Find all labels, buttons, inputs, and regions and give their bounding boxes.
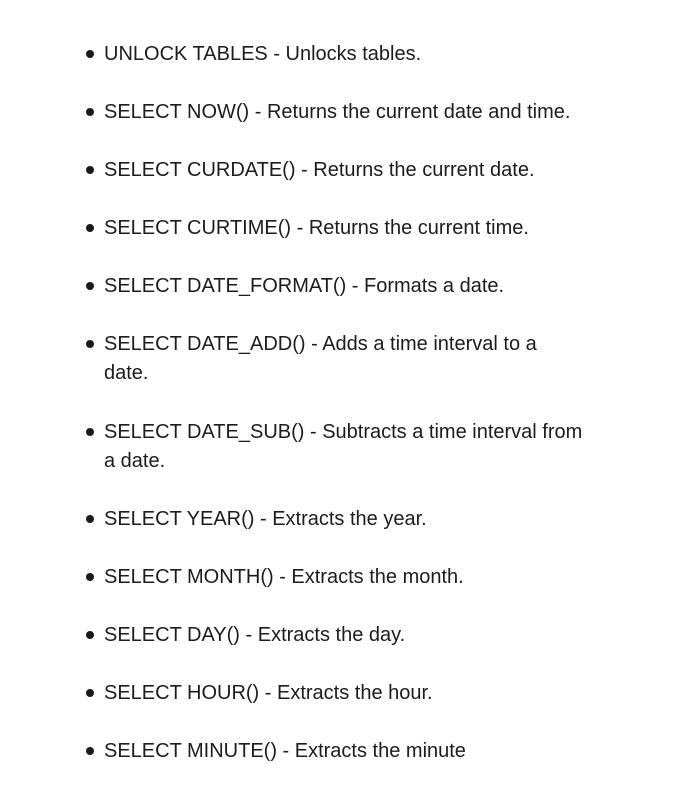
list-item xyxy=(86,98,626,127)
list-item-text: SELECT CURTIME() - Returns the current time. xyxy=(104,217,529,239)
bullet-icon xyxy=(86,108,94,116)
list-item-text: SELECT MINUTE() - Extracts the minute xyxy=(104,740,466,762)
bullet-icon xyxy=(86,631,94,639)
bullet-icon xyxy=(86,340,94,348)
list-item-text: SELECT CURDATE() - Returns the current date. xyxy=(104,159,535,181)
bullet-icon xyxy=(86,573,94,581)
list-item-text: SELECT YEAR() - Extracts the year. xyxy=(104,508,427,530)
list-item-text: SELECT DATE_SUB() - Subtracts a time interval from a date. xyxy=(104,421,583,472)
list-item-text: SELECT DAY() - Extracts the day. xyxy=(104,624,406,646)
bullet-icon xyxy=(86,224,94,232)
list-item xyxy=(86,418,586,476)
list-item xyxy=(86,40,626,69)
bullet-icon xyxy=(86,50,94,58)
list-item-text: SELECT MONTH() - Extracts the month. xyxy=(104,566,464,588)
list-item xyxy=(86,214,626,243)
list-item-text: SELECT DATE_ADD() - Adds a time interval to a date. xyxy=(104,333,537,384)
bullet-icon xyxy=(86,515,94,523)
list-item-text: SELECT DATE_FORMAT() - Formats a date. xyxy=(104,275,505,297)
list-item-text: SELECT HOUR() - Extracts the hour. xyxy=(104,682,433,704)
bullet-icon xyxy=(86,689,94,697)
list-item xyxy=(86,679,626,708)
list-item xyxy=(86,156,626,185)
list-item xyxy=(86,621,626,650)
list-item xyxy=(86,563,626,592)
bullet-icon xyxy=(86,747,94,755)
bullet-icon xyxy=(86,166,94,174)
bullet-icon xyxy=(86,428,94,436)
bullet-icon xyxy=(86,282,94,290)
list-item xyxy=(86,272,626,301)
list-item xyxy=(86,330,586,388)
list-item xyxy=(86,505,626,534)
list-item xyxy=(86,737,626,766)
list-item-text: UNLOCK TABLES - Unlocks tables. xyxy=(104,43,422,65)
list-item-text: SELECT NOW() - Returns the current date and time. xyxy=(104,101,571,123)
